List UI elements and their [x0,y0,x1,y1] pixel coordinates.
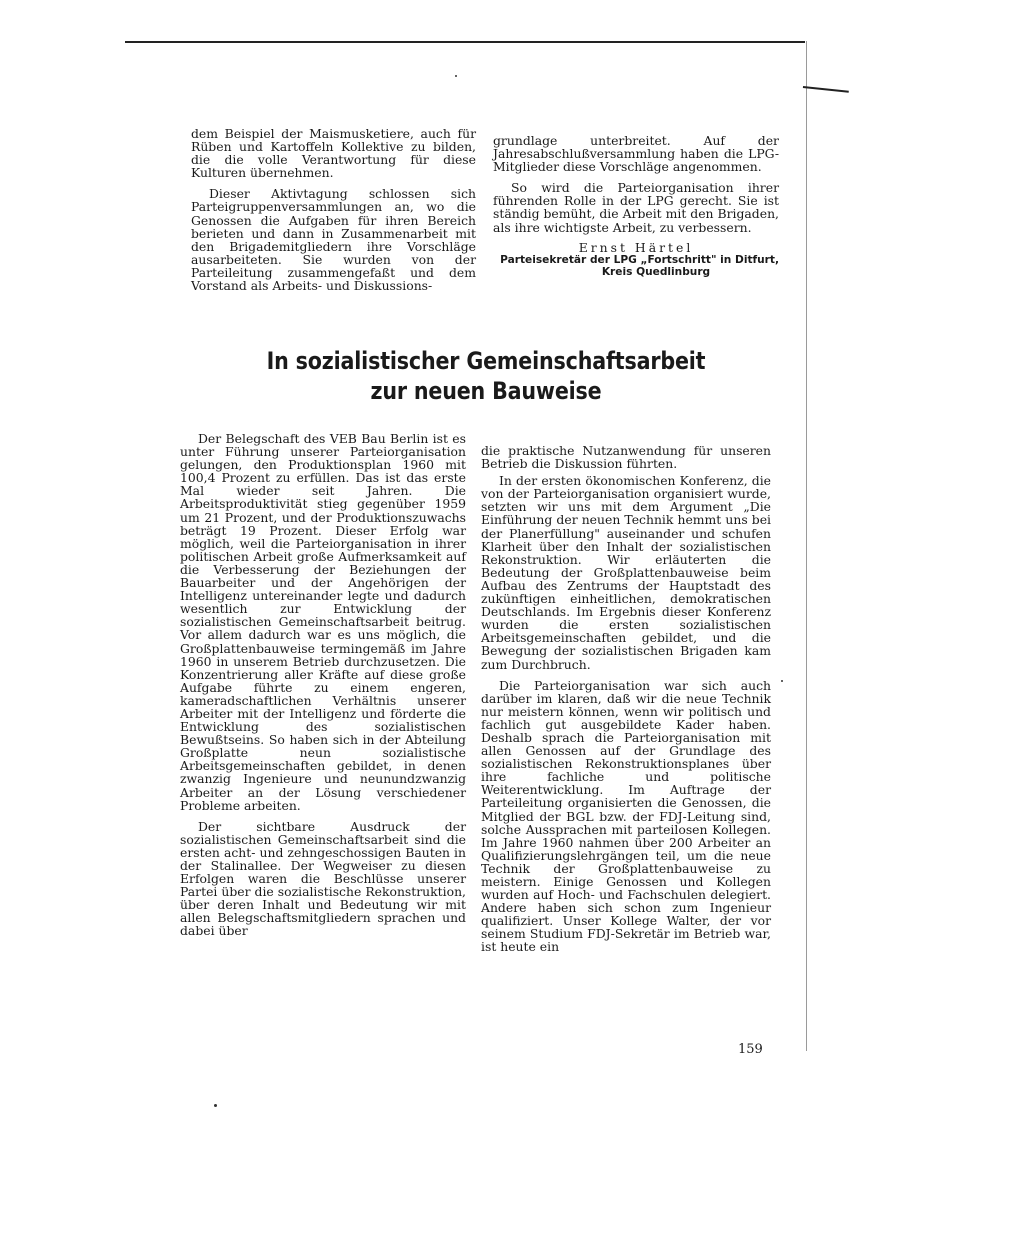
paragraph: die praktische Nutzanwendung für unseren Betrieb die Diskussion führten. [481,443,771,472]
paragraph: Der Belegschaft des VEB Bau Berlin ist es unter Führung unserer Parteiorganisation gelungen, den Produktionsplan 1960 mit 100,4 Prozent zu erfüllen. Das ist das erste Mal wieder seit Jahren. Die Arbeitsproduktivität stieg gegenüber 1959 um 21 Prozent, und der Produktionszuwachs beträgt 19 Prozent. Dieser Erfolg war möglich, weil die Parteiorganisation in ihrer politischen Arbeit große Aufmerksamkeit auf die Verbesserung der Beziehungen der Bauarbeiter und der Angehörigen der Intelligenz untereinander legte und dadurch wesentlich zur Entwicklung der sozialistischen Gemeinschaftsarbeit beitrug. Vor allem dadurch war es uns möglich, die Großplattenbauweise termingemäß im Jahre 1960 in unserem Betrieb durchzusetzen. Die Konzentrierung aller Kräfte auf diese große Aufgabe führte zu einem engeren, kameradschaftlichen Verhältnis unserer Arbeiter mit der Intelligenz und förderte die Entwicklung des sozialistischen Bewußtseins. So haben sich in der Abteilung Großplatte neun sozialistische Arbeitsgemeinschaften gebildet, in denen zwanzig Ingenieure und neunundzwanzig Arbeiter an der Lösung verschiedener Probleme arbeiten. [180,431,466,813]
paragraph: grundlage unterbreitet. Auf der Jahresabschlußversammlung haben die LPG-Mitglieder diese Vorschläge angenommen. [493,133,779,175]
article-headline [223,346,749,406]
scan-page-curl-mark [803,86,849,92]
article-left-column [180,432,466,942]
headline-line-1: In sozialistischer Gemeinschaftsarbeit [266,347,706,375]
author-place: Kreis Quedlinburg [601,265,711,278]
scan-border-top [125,41,805,43]
author-name: Ernst Härtel [578,239,694,255]
paragraph: In der ersten ökonomischen Konferenz, die von der Parteiorganisation organisiert wurde, setzten wir uns mit dem Argument „Die Einführung der neuen Technik hemmt uns bei der Planerfüllung" auseinander und schufen Klarheit über den Inhalt der sozialistischen Rekonstruktion. Wir erläuterten die Bedeutung der Großplattenbauweise beim Aufbau des Zentrums der Hauptstadt des zukünftigen einheitlichen, demokratischen Deutschlands. Im Ergebnis dieser Konferenz wurden die ersten sozialistischen Arbeitsgemeinschaften gebildet, und die Bewegung der sozialistischen Brigaden kam zum Durchbruch. [481,473,771,672]
author-role: Parteisekretär der LPG „Fortschritt" in Ditfurt, [500,253,779,266]
scan-speck [781,680,783,682]
top-left-column [191,127,476,296]
paragraph: dem Beispiel der Maismusketiere, auch für Rüben und Kartoffeln Kollektive zu bilden, die die volle Verantwortung für diese Kulturen übernehmen. [191,126,476,181]
paragraph: Die Parteiorganisation war sich auch darüber im klaren, daß wir die neue Technik nur meistern können, wenn wir politisch und fachlich gut ausgebildete Kader haben. Deshalb sprach die Parteiorganisation mit allen Genossen auf der Grundlage des sozialistischen Rekonstruktionsplanes über ihre fachliche und politische Weiterentwicklung. Im Auftrage der Parteileitung organisierten die Genossen, die Mitglied der BGL bzw. der FDJ-Leitung sind, solche Aussprachen mit parteilosen Kollegen. Im Jahre 1960 nahmen über 200 Arbeiter an Qualifizierungslehrgängen teil, um die neue Technik der Großplattenbauweise zu meistern. Einige Genossen und Kollegen wurden auf Hoch- und Fachschulen delegiert. Andere haben sich schon zum Ingenieur qualifiziert. Unser Kollege Walter, der vor seinem Studium FDJ-Sekretär im Betrieb war, ist heute ein [481,677,771,955]
top-right-column [493,134,779,278]
paragraph: Dieser Aktivtagung schlossen sich Parteigruppenversammlungen an, wo die Genossen die Aufgaben für ihren Bereich berieten und dann in Zusammenarbeit mit den Brigademitgliedern ihre Vorschläge ausarbeiteten. Sie wurden von der Parteileitung zusammengefaßt und dem Vorstand als Arbeits- und Diskussions- [191,186,476,294]
paragraph: So wird die Parteiorganisation ihrer führenden Rolle in der LPG gerecht. Sie ist ständig bemüht, die Arbeit mit den Brigaden, als ihre wichtigste Arbeit, zu verbessern. [493,180,779,235]
scan-speck [214,1104,217,1107]
article-right-column [481,444,771,958]
headline-line-2: zur neuen Bauweise [370,377,602,405]
scan-border-right [806,41,807,1051]
page-number: 159 [738,1042,763,1057]
scan-speck [455,75,457,77]
paragraph: Der sichtbare Ausdruck der sozialistischen Gemeinschaftsarbeit sind die ersten acht- und zehngeschossigen Bauten in der Stalinallee. Der Wegweiser zu diesen Erfolgen waren die Beschlüsse unserer Partei über die sozialistische Rekonstruktion, über deren Inhalt und Bedeutung wir mit allen Belegschaftsmitgliedern sprachen und dabei über [180,818,466,939]
